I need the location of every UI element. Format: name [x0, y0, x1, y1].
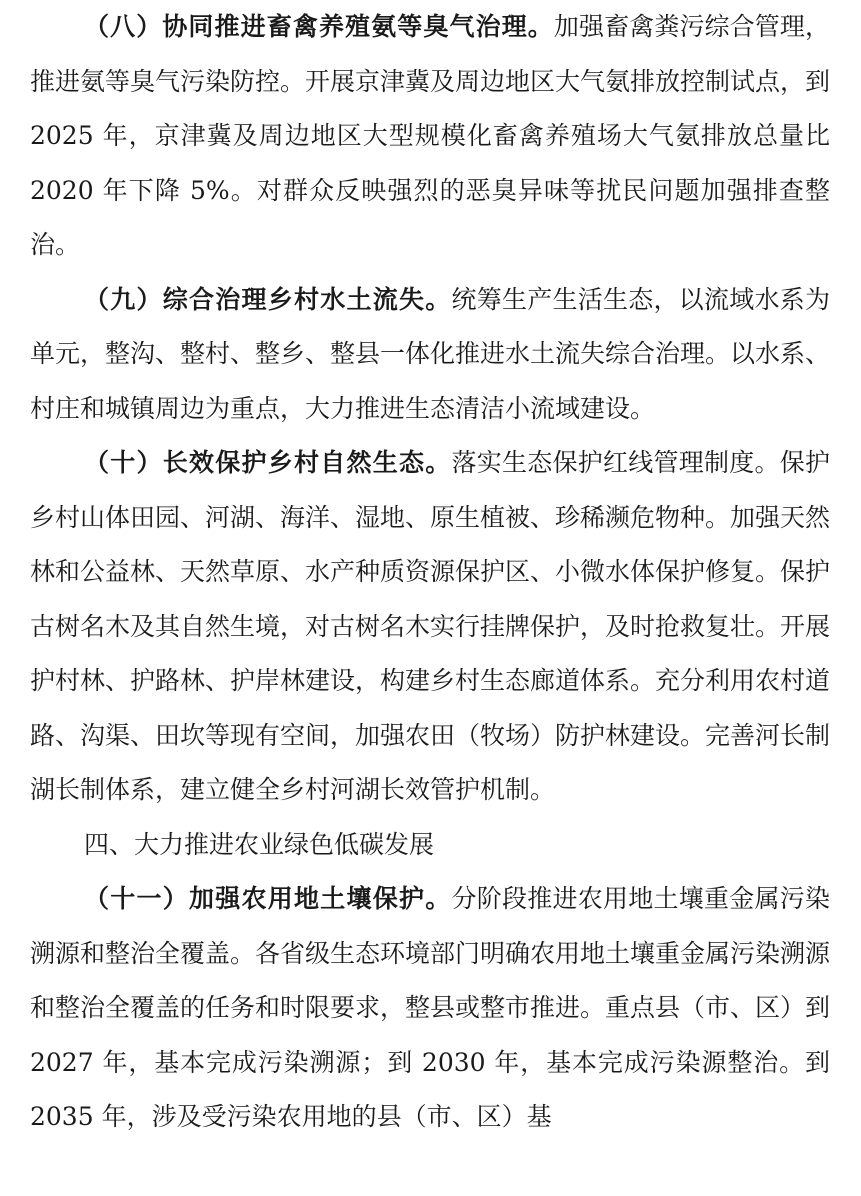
paragraph-heading: （八）协同推进畜禽养殖氨等臭气治理。 — [84, 12, 554, 41]
paragraph-body: 统筹生产生活生态，以流域水系为单元，整沟、整村、整乡、整县一体化推进水土流失综合治理。以水系、村庄和城镇周边为重点，大力推进生态清洁小流域建设。 — [30, 284, 831, 423]
paragraph-heading: （十）长效保护乡村自然生态。 — [84, 448, 452, 477]
paragraph-body: 落实生态保护红线管理制度。保护乡村山体田园、河湖、海洋、湿地、原生植被、珍稀濒危物种。加强天然林和公益林、天然草原、水产种质资源保护区、小微水体保护修复。保护古树名木及其自然生境，对古树名木实行挂牌保护，及时抢救复壮。开展护村林、护路林、护岸林建设，构建乡村生态廊道体系。充分利用农村道路、沟渠、田坎等现有空间，加强农田（牧场）防护林建设。完善河长制湖长制体系，建立健全乡村河湖长效管护机制。 — [30, 448, 831, 804]
paragraph-livestock-odor — [30, 0, 830, 273]
document-page — [30, 0, 830, 1145]
paragraph-body: 加强畜禽粪污综合管理，推进氨等臭气污染防控。开展京津冀及周边地区大气氨排放控制试点，到 2025 年，京津冀及周边地区大型规模化畜禽养殖场大气氨排放总量比 2020 年下降 5%。对群众反映强烈的恶臭异味等扰民问题加强排查整治。 — [30, 12, 831, 259]
paragraph-farmland-soil — [30, 872, 830, 1145]
paragraph-heading: （九）综合治理乡村水土流失。 — [84, 284, 452, 314]
paragraph-body: 分阶段推进农用地土壤重金属污染溯源和整治全覆盖。各省级生态环境部门明确农用地土壤重金属污染溯源和整治全覆盖的任务和时限要求，整县或整市推进。重点县（市、区）到 2027 年，基本完成污染溯源；到 2030 年，基本完成污染源整治。到 2035 年，涉及受污染农用地的县（市、区）基 — [30, 884, 831, 1131]
paragraph-heading: （十一）加强农用地土壤保护。 — [84, 884, 452, 913]
paragraph-natural-ecology — [30, 436, 830, 818]
section-heading: 四、大力推进农业绿色低碳发展 — [84, 829, 435, 859]
paragraph-soil-erosion — [30, 273, 830, 437]
